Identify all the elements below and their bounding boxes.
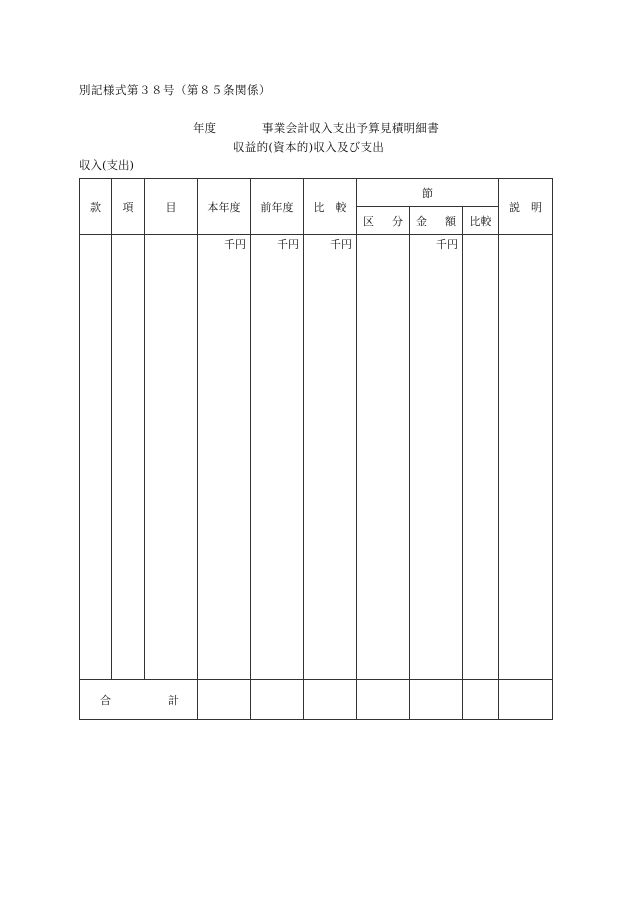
total-label-left: 合 [100,693,111,707]
unit-current-year: 千円 [198,235,251,680]
total-comparison [304,680,357,720]
document-title: 事業会計収入支出予算見積明細書 [262,121,439,135]
table-caption: 収入(支出) [79,158,134,172]
header-setsu-category [357,207,410,235]
header-kou: 項 [112,179,145,235]
cell-explanation [499,235,553,680]
total-setsu-comparison [463,680,499,720]
header-setsu-comparison: 比較 [463,207,499,235]
unit-comparison: 千円 [304,235,357,680]
header-setsu-category-left: 区 [363,214,374,228]
header-comparison: 比 較 [304,179,357,235]
document-subtitle: 収益的(資本的)収入及び支出 [233,140,385,154]
header-moku: 目 [145,179,198,235]
header-kan: 款 [80,179,112,235]
cell-kou [112,235,145,680]
total-setsu-category [357,680,410,720]
header-current-year: 本年度 [198,179,251,235]
total-previous-year [251,680,304,720]
total-label-cell [80,680,198,720]
total-explanation [499,680,553,720]
header-setsu-category-right: 分 [392,214,403,228]
header-explanation: 説 明 [499,179,553,235]
form-reference: 別記様式第３８号（第８５条関係） [79,83,271,97]
cell-setsu-category [357,235,410,680]
total-row [80,680,553,720]
total-setsu-amount [410,680,463,720]
header-setsu: 節 [357,179,499,207]
budget-table [79,178,553,720]
header-setsu-amount-right: 額 [445,214,456,228]
cell-moku [145,235,198,680]
cell-kan [80,235,112,680]
data-row [80,235,553,680]
unit-previous-year: 千円 [251,235,304,680]
header-previous-year: 前年度 [251,179,304,235]
header-setsu-amount-left: 金 [416,214,427,228]
unit-setsu-amount: 千円 [410,235,463,680]
total-label-right: 計 [168,693,179,707]
header-setsu-amount [410,207,463,235]
cell-setsu-comparison [463,235,499,680]
title-fiscal-year: 年度 [193,121,216,135]
total-current-year [198,680,251,720]
header-row-1 [80,179,553,207]
